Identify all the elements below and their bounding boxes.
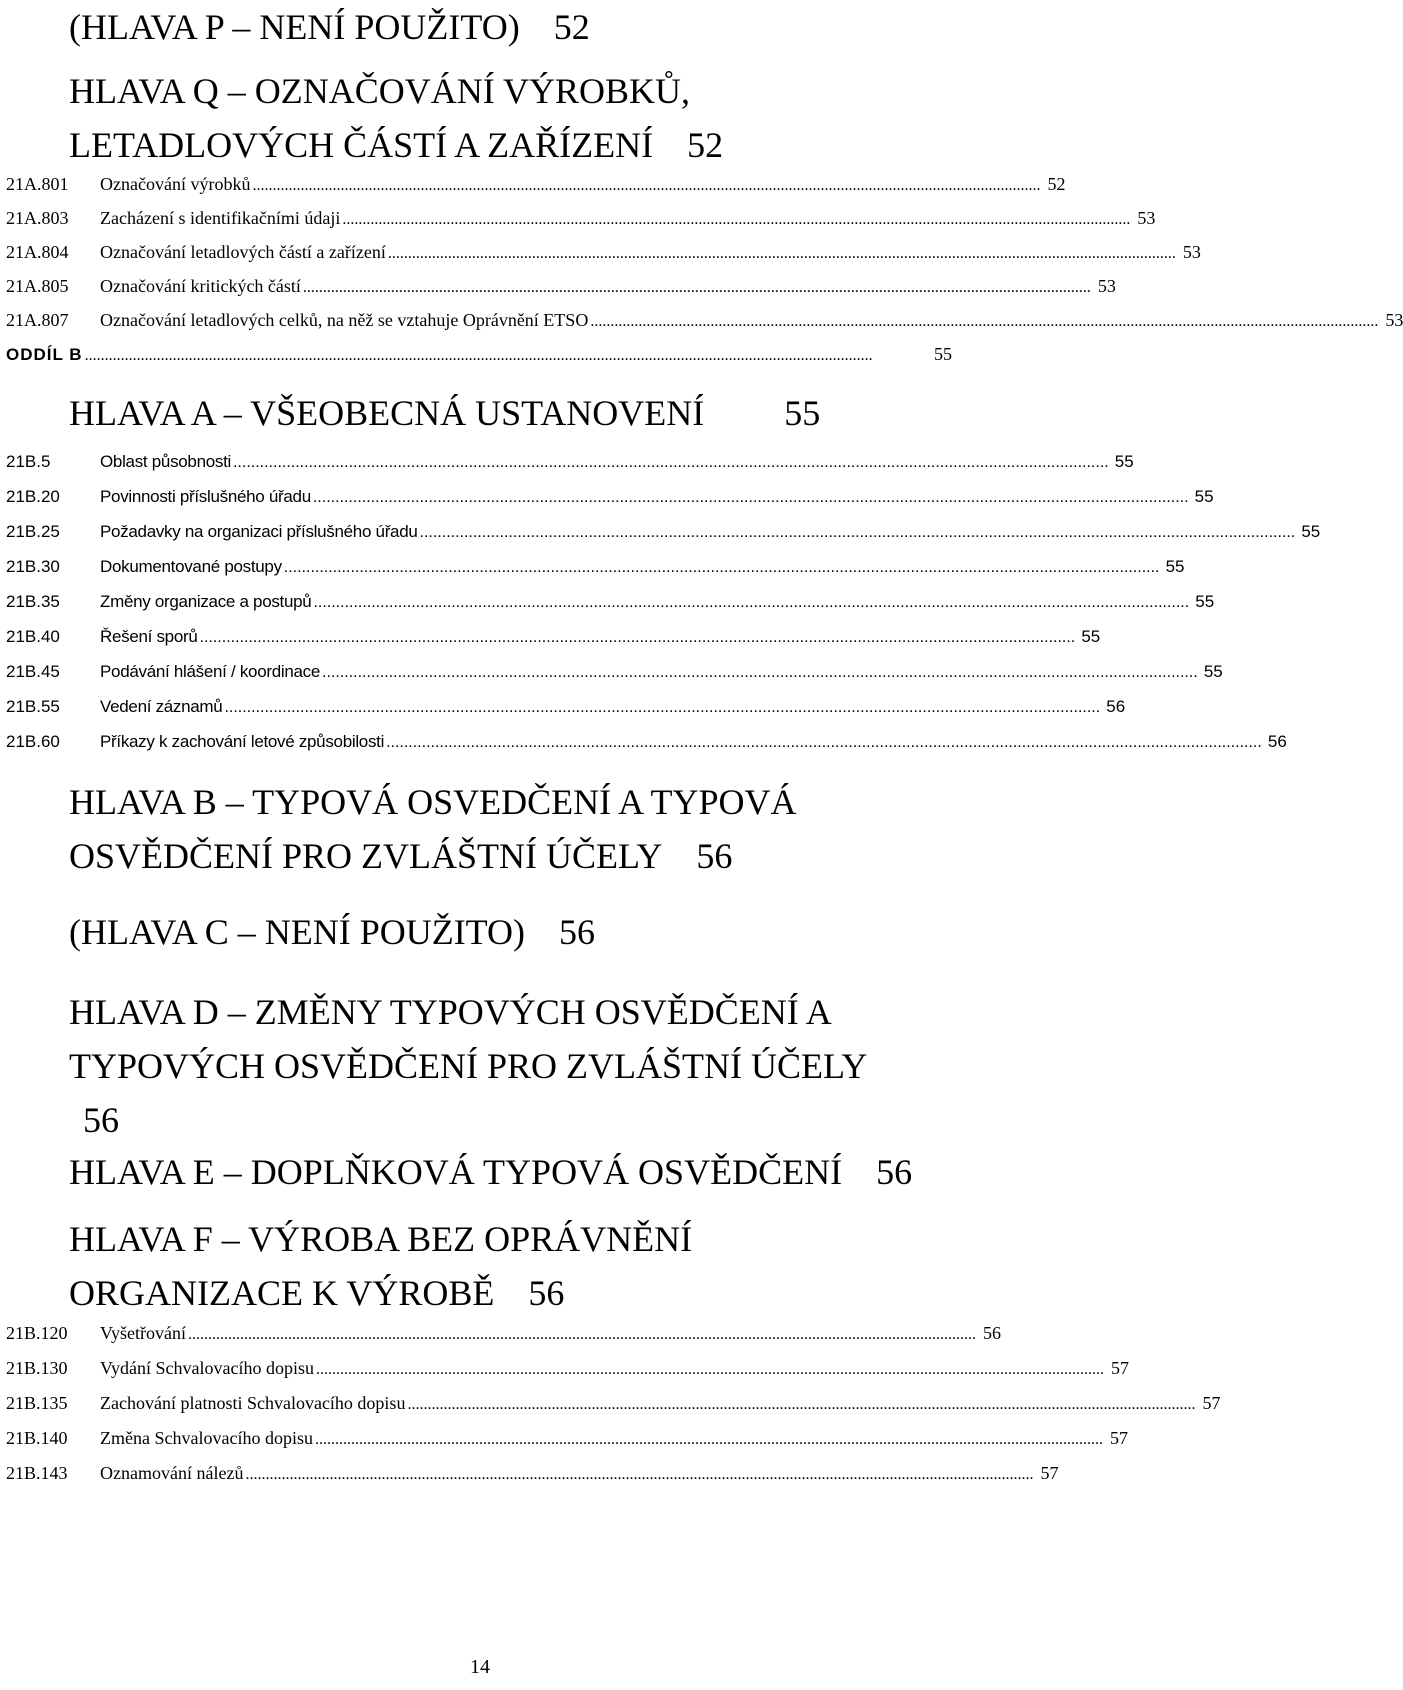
heading-page: 56 xyxy=(528,1273,565,1313)
toc-entry[interactable] xyxy=(0,1320,1001,1346)
toc-entry-title: Zachování platnosti Schvalovacího dopisu xyxy=(100,1393,406,1413)
heading-title-line2: OSVĚDČENÍ PRO ZVLÁŠTNÍ ÚČELY xyxy=(69,836,663,876)
heading-hlava-f xyxy=(69,1212,929,1320)
toc-entry-code: 21B.20 xyxy=(6,487,60,506)
heading-title: HLAVA A – VŠEOBECNÁ USTANOVENÍ xyxy=(69,393,705,433)
dot-leader: ..................................................................................................................................................................................................... xyxy=(314,1431,1103,1448)
toc-entry[interactable] xyxy=(0,1390,1221,1416)
toc-entry-title: Změna Schvalovacího dopisu xyxy=(100,1428,313,1448)
toc-entry-title: Označování kritických částí xyxy=(100,276,301,296)
toc-entry[interactable] xyxy=(0,554,1185,580)
heading-page: 56 xyxy=(83,1100,119,1140)
toc-entry[interactable] xyxy=(0,694,1126,720)
toc-entry[interactable] xyxy=(0,449,1134,475)
toc-entry-title: Oblast působnosti xyxy=(100,452,231,471)
toc-entry-title: Označování letadlových částí a zařízení xyxy=(100,242,386,262)
dot-leader: ..................................................................................................................................................................................................... xyxy=(302,279,1091,296)
dot-leader: ..................................................................................................................................................................................................... xyxy=(590,313,1379,330)
toc-entry-page: 57 xyxy=(1202,1393,1221,1413)
toc-entry-code: 21B.135 xyxy=(6,1393,68,1413)
heading-page: 52 xyxy=(553,7,590,47)
toc-entry[interactable] xyxy=(0,273,1116,299)
dot-leader: ..................................................................................................................................................................................................... xyxy=(232,454,1109,471)
dot-leader: ..................................................................................................................................................................................................... xyxy=(322,664,1198,681)
toc-entry-page: 56 xyxy=(1106,697,1126,716)
toc-entry-code: 21B.5 xyxy=(6,452,51,471)
toc-entry-code: 21A.803 xyxy=(6,208,69,228)
dot-leader: ..................................................................................................................................................................................................... xyxy=(342,211,1131,228)
heading-page: 56 xyxy=(876,1152,913,1192)
heading-title-line1: HLAVA Q – OZNAČOVÁNÍ VÝROBKŮ, xyxy=(69,71,691,111)
toc-entry-title: Oznamování nálezů xyxy=(100,1463,244,1483)
toc-entry-code: 21A.807 xyxy=(6,310,69,330)
heading-page: 55 xyxy=(784,393,821,433)
heading-page: 56 xyxy=(559,912,596,952)
toc-entry-code: 21B.55 xyxy=(6,697,60,716)
toc-entry[interactable] xyxy=(0,659,1223,685)
dot-leader: ..................................................................................................................................................................................................... xyxy=(187,1326,976,1343)
toc-entry[interactable] xyxy=(0,171,1066,197)
toc-entry[interactable] xyxy=(0,1355,1129,1381)
toc-entry[interactable] xyxy=(0,307,1403,333)
toc-entry-title: Podávání hlášení / koordinace xyxy=(100,662,321,681)
toc-entry-page: 55 xyxy=(1203,662,1223,681)
toc-entry-code: 21A.805 xyxy=(6,276,69,296)
toc-entry-page: 57 xyxy=(1109,1428,1128,1448)
heading-hlava-e xyxy=(69,1145,929,1199)
section-page: 55 xyxy=(934,344,952,364)
toc-entry-page: 53 xyxy=(1097,276,1116,296)
toc-entry-code: 21B.60 xyxy=(6,732,60,751)
heading-page: 52 xyxy=(687,125,724,165)
toc-entry-page: 53 xyxy=(1182,242,1201,262)
toc-entry-title: Vydání Schvalovacího dopisu xyxy=(100,1358,314,1378)
heading-title-line2: LETADLOVÝCH ČÁSTÍ A ZAŘÍZENÍ xyxy=(69,125,654,165)
toc-entry-title: Změny organizace a postupů xyxy=(100,592,312,611)
heading-title-line2: ORGANIZACE K VÝROBĚ xyxy=(69,1273,495,1313)
toc-entry-page: 55 xyxy=(1165,557,1185,576)
toc-entry-code: 21B.35 xyxy=(6,592,60,611)
toc-entry-code: 21B.130 xyxy=(6,1358,68,1378)
dot-leader: ..................................................................................................................................................................................................... xyxy=(224,699,1101,716)
toc-entry-page: 56 xyxy=(1267,732,1287,751)
dot-leader: ..................................................................................................................................................................................................... xyxy=(419,524,1296,541)
toc-entry-title: Povinnosti příslušného úřadu xyxy=(100,487,311,506)
heading-title-line1: HLAVA D – ZMĚNY TYPOVÝCH OSVĚDČENÍ A xyxy=(69,992,832,1032)
heading-title-line2: TYPOVÝCH OSVĚDČENÍ PRO ZVLÁŠTNÍ ÚČELY xyxy=(69,1046,868,1086)
heading-hlava-c xyxy=(69,905,929,959)
dot-leader: ..................................................................................................................................................................................................... xyxy=(283,559,1160,576)
toc-entry-code: 21A.801 xyxy=(6,174,69,194)
toc-entry-title: Příkazy k zachování letové způsobilosti xyxy=(100,732,385,751)
toc-entry-page: 53 xyxy=(1385,310,1403,330)
section-title: ODDÍL B xyxy=(6,345,83,364)
dot-leader: ..................................................................................................................................................................................................... xyxy=(312,489,1189,506)
heading-title-line1: HLAVA F – VÝROBA BEZ OPRÁVNĚNÍ xyxy=(69,1219,693,1259)
heading-hlava-d xyxy=(69,985,929,1147)
toc-entry-page: 55 xyxy=(1114,452,1134,471)
heading-hlava-b xyxy=(69,775,929,883)
dot-leader: ..................................................................................................................................................................................................... xyxy=(252,177,1041,194)
toc-entry-page: 53 xyxy=(1137,208,1156,228)
toc-entry-title: Řešení sporů xyxy=(100,627,198,646)
dot-leader: ..................................................................................................................................................................................................... xyxy=(245,1466,1034,1483)
toc-entry[interactable] xyxy=(0,519,1321,545)
toc-entry-page: 55 xyxy=(1195,592,1215,611)
heading-title: (HLAVA P – NENÍ POUŽITO) xyxy=(69,7,520,47)
toc-entry-title: Označování letadlových celků, na něž se vztahuje Oprávnění ETSO xyxy=(100,310,589,330)
heading-page: 56 xyxy=(696,836,733,876)
section-oddil-b[interactable] xyxy=(6,340,952,368)
toc-entry-title: Zacházení s identifikačními údaji xyxy=(100,208,341,228)
toc-entry-page: 55 xyxy=(1194,487,1214,506)
toc-entry-code: 21B.120 xyxy=(6,1323,68,1343)
toc-entry[interactable] xyxy=(0,729,1287,755)
dot-leader: ..................................................................................................................................................................................................... xyxy=(84,347,873,364)
dot-leader: ..................................................................................................................................................................................................... xyxy=(199,629,1076,646)
dot-leader: ..................................................................................................................................................................................................... xyxy=(313,594,1190,611)
toc-entry-code: 21B.25 xyxy=(6,522,60,541)
toc-entry-code: 21A.804 xyxy=(6,242,69,262)
toc-entry-code: 21B.45 xyxy=(6,662,60,681)
toc-entry-title: Požadavky na organizaci příslušného úřadu xyxy=(100,522,418,541)
toc-entry-title: Vedení záznamů xyxy=(100,697,223,716)
heading-hlava-a xyxy=(69,386,929,440)
toc-entry-page: 56 xyxy=(982,1323,1001,1343)
heading-hlava-q xyxy=(69,64,929,172)
toc-entry-page: 57 xyxy=(1110,1358,1129,1378)
toc-entry-page: 52 xyxy=(1047,174,1066,194)
toc-entry[interactable] xyxy=(0,239,1201,265)
toc-entry-page: 57 xyxy=(1040,1463,1059,1483)
toc-entry[interactable] xyxy=(0,205,1156,231)
heading-title: HLAVA E – DOPLŇKOVÁ TYPOVÁ OSVĚDČENÍ xyxy=(69,1152,843,1192)
toc-entry-code: 21B.140 xyxy=(6,1428,68,1448)
toc-entry-page: 55 xyxy=(1081,627,1101,646)
toc-entry-title: Označování výrobků xyxy=(100,174,251,194)
toc-entry-code: 21B.30 xyxy=(6,557,60,576)
toc-entry-code: 21B.143 xyxy=(6,1463,68,1483)
toc-entry[interactable] xyxy=(0,484,1214,510)
heading-hlava-p xyxy=(69,0,929,54)
dot-leader: ..................................................................................................................................................................................................... xyxy=(386,734,1262,751)
toc-entry-page: 55 xyxy=(1301,522,1321,541)
heading-title-line1: HLAVA B – TYPOVÁ OSVEDČENÍ A TYPOVÁ xyxy=(69,782,797,822)
toc-entry[interactable] xyxy=(0,624,1101,650)
toc-entry-title: Dokumentované postupy xyxy=(100,557,282,576)
page-number: 14 xyxy=(470,1656,490,1678)
toc-entry-code: 21B.40 xyxy=(6,627,60,646)
toc-entry[interactable] xyxy=(0,589,1215,615)
dot-leader: ..................................................................................................................................................................................................... xyxy=(387,245,1176,262)
dot-leader: ..................................................................................................................................................................................................... xyxy=(407,1396,1196,1413)
toc-entry-title: Vyšetřování xyxy=(100,1323,186,1343)
heading-title: (HLAVA C – NENÍ POUŽITO) xyxy=(69,912,526,952)
toc-entry[interactable] xyxy=(0,1425,1128,1451)
dot-leader: ..................................................................................................................................................................................................... xyxy=(315,1361,1104,1378)
toc-entry[interactable] xyxy=(0,1460,1059,1486)
